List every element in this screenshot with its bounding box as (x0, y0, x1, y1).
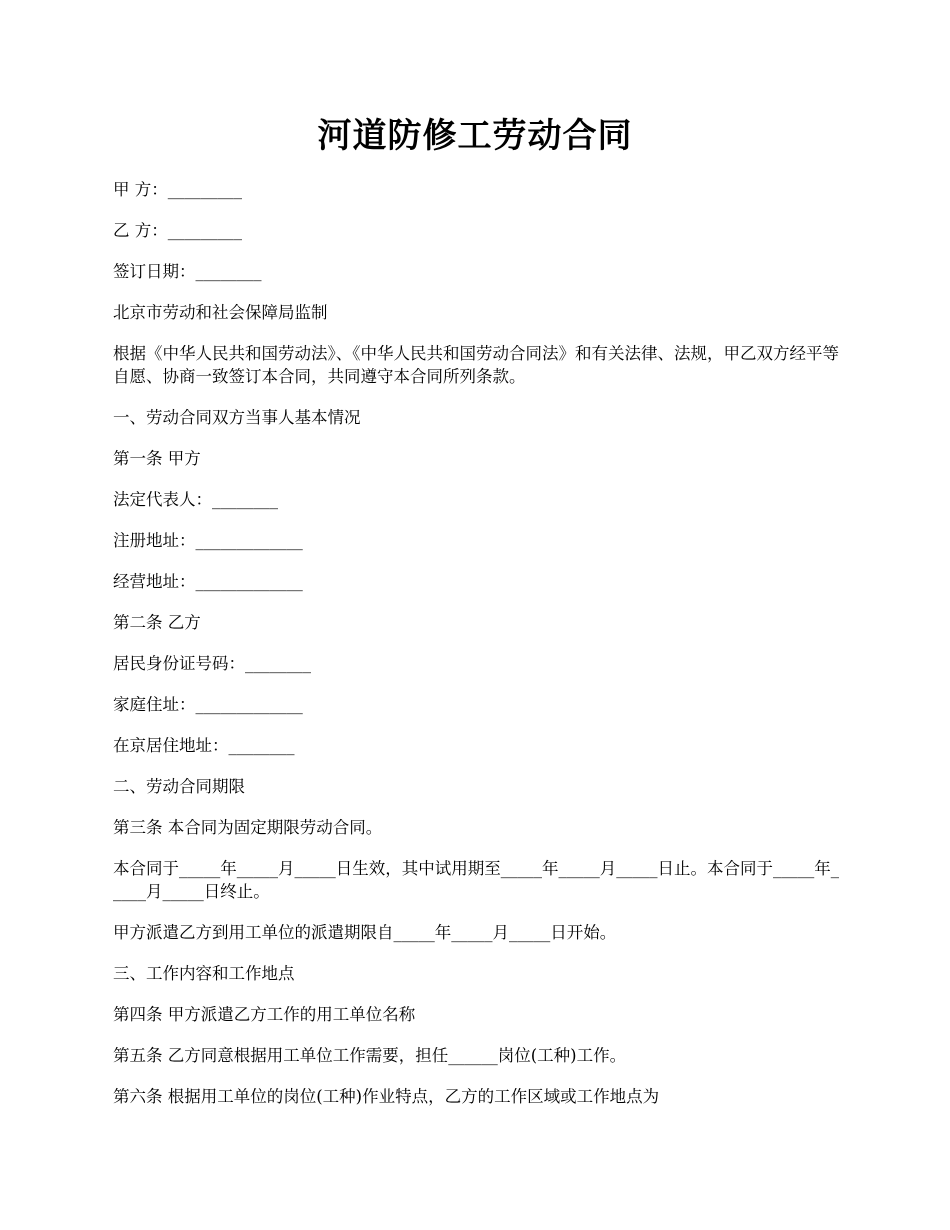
document-body (113, 178, 839, 1126)
home-address-line: 家庭住址：_____________ (113, 695, 303, 714)
dispatch-term-paragraph: 甲方派遣乙方到用工单位的派遣期限自_____年_____月_____日开始。 (113, 923, 617, 942)
article-5-paragraph: 第五条 乙方同意根据用工单位工作需要，担任______岗位(工种)工作。 (113, 1046, 627, 1065)
supervisor-line: 北京市劳动和社会保障局监制 (113, 303, 328, 322)
article-4-paragraph: 第四条 甲方派遣乙方工作的用工单位名称 (113, 1005, 416, 1024)
id-number-line: 居民身份证号码：________ (113, 654, 311, 673)
article-2-heading: 第二条 乙方 (113, 613, 201, 632)
beijing-address-line: 在京居住地址：________ (113, 736, 295, 755)
legal-representative-line: 法定代表人：________ (113, 490, 278, 509)
section-heading-1: 一、劳动合同双方当事人基本情况 (113, 408, 361, 427)
party-a-line: 甲 方：_________ (113, 180, 242, 199)
party-b-line: 乙 方：_________ (113, 221, 242, 240)
document-title: 河道防修工劳动合同 (317, 116, 633, 156)
article-3-paragraph: 第三条 本合同为固定期限劳动合同。 (113, 818, 383, 837)
registered-address-line: 注册地址：_____________ (113, 531, 303, 550)
section-heading-2: 二、劳动合同期限 (113, 777, 245, 796)
article-6-paragraph: 第六条 根据用工单位的岗位(工种)作业特点，乙方的工作区域或工作地点为 (113, 1087, 660, 1106)
signing-date-line: 签订日期：________ (113, 262, 262, 281)
preamble-paragraph: 根据《中华人民共和国劳动法》、《中华人民共和国劳动合同法》和有关法律、法规，甲乙双方经平等自愿、协商一致签订本合同，共同遵守本合同所列条款。 (113, 344, 839, 386)
contract-term-paragraph: 本合同于_____年_____月_____日生效，其中试用期至_____年_____月_____日止。本合同于_____年_____月_____日终止。 (113, 859, 839, 901)
business-address-line: 经营地址：_____________ (113, 572, 303, 591)
article-1-heading: 第一条 甲方 (113, 449, 201, 468)
section-heading-3: 三、工作内容和工作地点 (113, 964, 295, 983)
